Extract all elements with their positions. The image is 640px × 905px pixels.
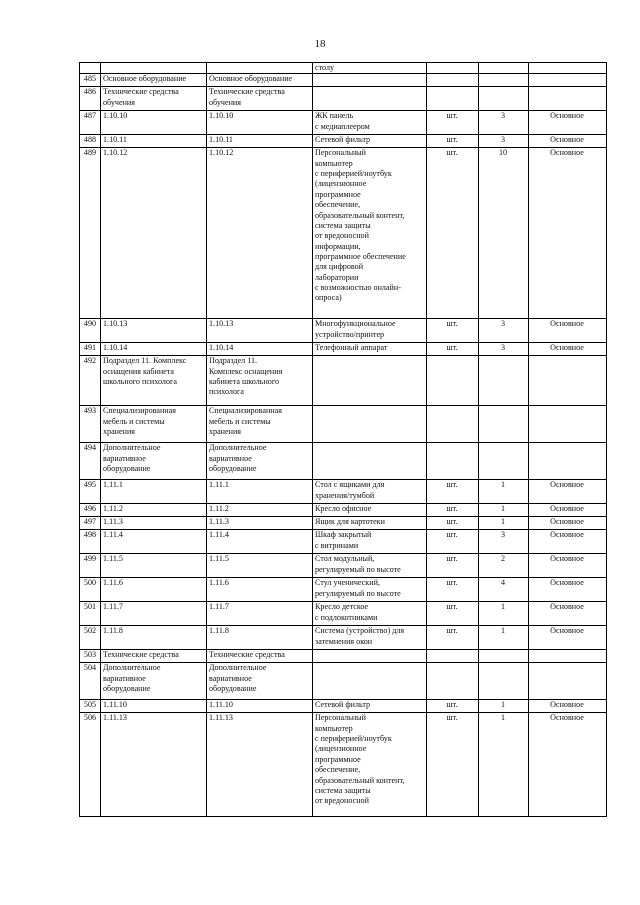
category-cell xyxy=(529,443,607,480)
table-row xyxy=(80,663,607,700)
quantity-cell xyxy=(479,650,529,663)
unit-cell xyxy=(427,663,479,700)
table-row xyxy=(80,480,607,504)
quantity-cell: 3 xyxy=(479,343,529,356)
row-number-cell: 504 xyxy=(80,663,101,700)
quantity-cell: 10 xyxy=(479,148,529,319)
name-cell: 1.11.3 xyxy=(101,517,207,530)
unit-cell: шт. xyxy=(427,504,479,517)
unit-cell: шт. xyxy=(427,111,479,135)
category-cell xyxy=(529,87,607,111)
name-cell: Специализированная мебель и системы хранения xyxy=(101,406,207,443)
table-row xyxy=(80,135,607,148)
name-cell: 1.11.1 xyxy=(101,480,207,504)
table-row xyxy=(80,406,607,443)
code-cell: 1.10.13 xyxy=(207,319,313,343)
item-description-cell: Персональный компьютер с периферией/ноутбук (лицензионное программное обеспечение, образовательный контент, система защиты от вредоносной информации, программное обеспечение для цифровой лаборатории с возможностью онлайн- опроса) xyxy=(313,148,427,319)
item-description-cell xyxy=(313,74,427,87)
item-description-cell: Ящик для картотеки xyxy=(313,517,427,530)
code-cell: 1.11.3 xyxy=(207,517,313,530)
table-row xyxy=(80,356,607,406)
name-cell: 1.11.5 xyxy=(101,554,207,578)
unit-cell: шт. xyxy=(427,530,479,554)
code-cell: 1.11.6 xyxy=(207,578,313,602)
item-description-cell: Телефонный аппарат xyxy=(313,343,427,356)
code-cell: Дополнительное вариативное оборудование xyxy=(207,663,313,700)
unit-cell: шт. xyxy=(427,343,479,356)
item-description-cell: Сетевой фильтр xyxy=(313,700,427,713)
name-cell: 1.11.7 xyxy=(101,602,207,626)
name-cell: 1.10.12 xyxy=(101,148,207,319)
quantity-cell xyxy=(479,74,529,87)
item-description-cell xyxy=(313,87,427,111)
quantity-cell: 3 xyxy=(479,319,529,343)
table-row xyxy=(80,148,607,319)
quantity-cell xyxy=(479,63,529,74)
quantity-cell: 1 xyxy=(479,626,529,650)
unit-cell xyxy=(427,406,479,443)
item-description-cell xyxy=(313,663,427,700)
code-cell: 1.11.2 xyxy=(207,504,313,517)
row-number-cell: 505 xyxy=(80,700,101,713)
unit-cell: шт. xyxy=(427,135,479,148)
table-row xyxy=(80,554,607,578)
category-cell: Основное xyxy=(529,700,607,713)
category-cell: Основное xyxy=(529,135,607,148)
table-row xyxy=(80,319,607,343)
unit-cell: шт. xyxy=(427,700,479,713)
table-row xyxy=(80,626,607,650)
row-number-cell: 501 xyxy=(80,602,101,626)
table-row xyxy=(80,343,607,356)
category-cell: Основное xyxy=(529,343,607,356)
row-number-cell: 485 xyxy=(80,74,101,87)
code-cell: Подраздел 11. Комплекс оснащения кабинета школьного психолога xyxy=(207,356,313,406)
name-cell: 1.11.10 xyxy=(101,700,207,713)
name-cell: 1.10.13 xyxy=(101,319,207,343)
equipment-table xyxy=(79,62,607,817)
row-number-cell: 490 xyxy=(80,319,101,343)
category-cell: Основное xyxy=(529,626,607,650)
quantity-cell xyxy=(479,443,529,480)
item-description-cell: Кресло детское с подлокотниками xyxy=(313,602,427,626)
table-row xyxy=(80,504,607,517)
name-cell: Технические средства xyxy=(101,650,207,663)
code-cell: 1.11.5 xyxy=(207,554,313,578)
name-cell: 1.10.14 xyxy=(101,343,207,356)
quantity-cell: 1 xyxy=(479,517,529,530)
name-cell: Дополнительное вариативное оборудование xyxy=(101,443,207,480)
item-description-cell: Кресло офисное xyxy=(313,504,427,517)
name-cell: Дополнительное вариативное оборудование xyxy=(101,663,207,700)
quantity-cell: 1 xyxy=(479,602,529,626)
name-cell xyxy=(101,63,207,74)
name-cell: 1.10.10 xyxy=(101,111,207,135)
row-number-cell: 486 xyxy=(80,87,101,111)
unit-cell xyxy=(427,443,479,480)
row-number-cell: 488 xyxy=(80,135,101,148)
category-cell: Основное xyxy=(529,148,607,319)
code-cell: 1.11.13 xyxy=(207,713,313,817)
name-cell: 1.11.8 xyxy=(101,626,207,650)
unit-cell: шт. xyxy=(427,554,479,578)
category-cell xyxy=(529,74,607,87)
page-number: 18 xyxy=(314,38,326,50)
row-number-cell: 500 xyxy=(80,578,101,602)
name-cell: 1.11.4 xyxy=(101,530,207,554)
quantity-cell: 3 xyxy=(479,530,529,554)
table-row xyxy=(80,517,607,530)
unit-cell: шт. xyxy=(427,148,479,319)
table-row xyxy=(80,63,607,74)
item-description-cell xyxy=(313,356,427,406)
category-cell xyxy=(529,650,607,663)
category-cell: Основное xyxy=(529,578,607,602)
unit-cell: шт. xyxy=(427,713,479,817)
category-cell xyxy=(529,63,607,74)
item-description-cell: Стул ученический, регулируемый по высоте xyxy=(313,578,427,602)
quantity-cell: 2 xyxy=(479,554,529,578)
category-cell: Основное xyxy=(529,602,607,626)
unit-cell xyxy=(427,87,479,111)
category-cell: Основное xyxy=(529,111,607,135)
item-description-cell xyxy=(313,406,427,443)
quantity-cell: 4 xyxy=(479,578,529,602)
code-cell: Дополнительное вариативное оборудование xyxy=(207,443,313,480)
row-number-cell: 502 xyxy=(80,626,101,650)
item-description-cell: ЖК панель с медиаплеером xyxy=(313,111,427,135)
quantity-cell xyxy=(479,87,529,111)
row-number-cell: 493 xyxy=(80,406,101,443)
table-row xyxy=(80,530,607,554)
table-row xyxy=(80,602,607,626)
row-number-cell: 506 xyxy=(80,713,101,817)
quantity-cell: 3 xyxy=(479,111,529,135)
row-number-cell xyxy=(80,63,101,74)
quantity-cell: 3 xyxy=(479,135,529,148)
item-description-cell xyxy=(313,650,427,663)
unit-cell: шт. xyxy=(427,517,479,530)
row-number-cell: 498 xyxy=(80,530,101,554)
unit-cell: шт. xyxy=(427,319,479,343)
table-row xyxy=(80,700,607,713)
table-row xyxy=(80,111,607,135)
code-cell: Специализированная мебель и системы хранения xyxy=(207,406,313,443)
table-row xyxy=(80,87,607,111)
category-cell xyxy=(529,356,607,406)
row-number-cell: 494 xyxy=(80,443,101,480)
unit-cell: шт. xyxy=(427,602,479,626)
table-body xyxy=(80,63,607,817)
unit-cell xyxy=(427,650,479,663)
unit-cell: шт. xyxy=(427,480,479,504)
name-cell: 1.10.11 xyxy=(101,135,207,148)
code-cell: Технические средства обучения xyxy=(207,87,313,111)
code-cell: 1.11.4 xyxy=(207,530,313,554)
category-cell xyxy=(529,406,607,443)
row-number-cell: 499 xyxy=(80,554,101,578)
item-description-cell xyxy=(313,443,427,480)
name-cell: 1.11.13 xyxy=(101,713,207,817)
category-cell: Основное xyxy=(529,554,607,578)
unit-cell xyxy=(427,74,479,87)
row-number-cell: 491 xyxy=(80,343,101,356)
quantity-cell xyxy=(479,663,529,700)
row-number-cell: 492 xyxy=(80,356,101,406)
row-number-cell: 497 xyxy=(80,517,101,530)
row-number-cell: 503 xyxy=(80,650,101,663)
category-cell: Основное xyxy=(529,713,607,817)
category-cell: Основное xyxy=(529,517,607,530)
unit-cell: шт. xyxy=(427,626,479,650)
code-cell: 1.10.10 xyxy=(207,111,313,135)
row-number-cell: 496 xyxy=(80,504,101,517)
item-description-cell: Стол с ящиками для хранения/тумбой xyxy=(313,480,427,504)
item-description-cell: Стол модульный, регулируемый по высоте xyxy=(313,554,427,578)
name-cell: Технические средства обучения xyxy=(101,87,207,111)
unit-cell xyxy=(427,356,479,406)
code-cell: Технические средства xyxy=(207,650,313,663)
code-cell: 1.11.7 xyxy=(207,602,313,626)
quantity-cell xyxy=(479,356,529,406)
quantity-cell: 1 xyxy=(479,700,529,713)
item-description-cell: Многофункциональное устройство/принтер xyxy=(313,319,427,343)
name-cell: 1.11.2 xyxy=(101,504,207,517)
quantity-cell: 1 xyxy=(479,480,529,504)
row-number-cell: 489 xyxy=(80,148,101,319)
name-cell: 1.11.6 xyxy=(101,578,207,602)
quantity-cell xyxy=(479,406,529,443)
item-description-cell: Персональный компьютер с периферией/ноутбук (лицензионное программное обеспечение, образовательный контент, система защиты от вредоносной xyxy=(313,713,427,817)
category-cell: Основное xyxy=(529,504,607,517)
code-cell xyxy=(207,63,313,74)
table-row xyxy=(80,713,607,817)
code-cell: 1.10.11 xyxy=(207,135,313,148)
item-description-cell: Шкаф закрытый с витринами xyxy=(313,530,427,554)
item-description-cell: Сетевой фильтр xyxy=(313,135,427,148)
table-row xyxy=(80,443,607,480)
name-cell: Подраздел 11. Комплекс оснащения кабинета школьного психолога xyxy=(101,356,207,406)
category-cell: Основное xyxy=(529,530,607,554)
category-cell: Основное xyxy=(529,480,607,504)
code-cell: 1.11.8 xyxy=(207,626,313,650)
unit-cell xyxy=(427,63,479,74)
item-description-cell: столу xyxy=(313,63,427,74)
category-cell: Основное xyxy=(529,319,607,343)
item-description-cell: Система (устройство) для затемнения окон xyxy=(313,626,427,650)
quantity-cell: 1 xyxy=(479,504,529,517)
row-number-cell: 495 xyxy=(80,480,101,504)
code-cell: 1.11.10 xyxy=(207,700,313,713)
table-row xyxy=(80,74,607,87)
category-cell xyxy=(529,663,607,700)
table-row xyxy=(80,650,607,663)
name-cell: Основное оборудование xyxy=(101,74,207,87)
code-cell: 1.11.1 xyxy=(207,480,313,504)
code-cell: Основное оборудование xyxy=(207,74,313,87)
row-number-cell: 487 xyxy=(80,111,101,135)
code-cell: 1.10.12 xyxy=(207,148,313,319)
table-row xyxy=(80,578,607,602)
code-cell: 1.10.14 xyxy=(207,343,313,356)
quantity-cell: 1 xyxy=(479,713,529,817)
unit-cell: шт. xyxy=(427,578,479,602)
